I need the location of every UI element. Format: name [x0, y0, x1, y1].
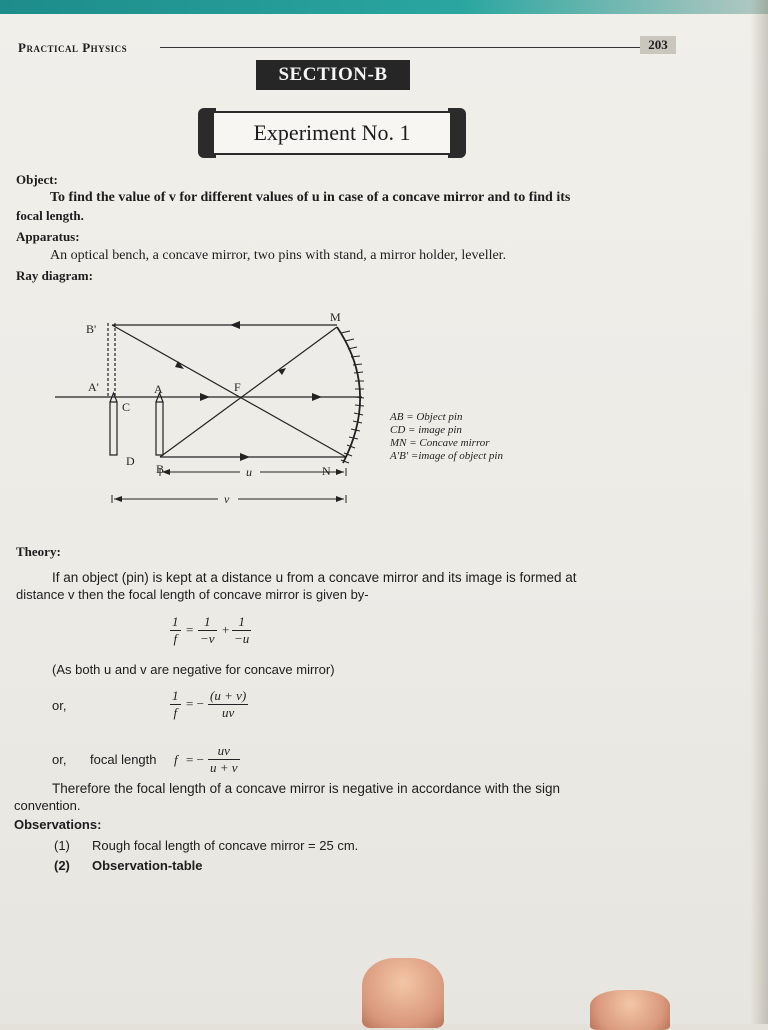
legend-image-of-object-pin: A'B' =image of object pin — [390, 450, 503, 462]
theory-text-line1: If an object (pin) is kept at a distance u from a concave mirror and its image is formed at — [52, 570, 577, 585]
label-c: C — [122, 400, 131, 414]
eq2-equals-minus: = − — [186, 696, 204, 711]
observation-2-number: (2) — [54, 858, 70, 873]
object-heading: Object: — [16, 172, 58, 187]
eq3-lhs: f — [174, 752, 178, 767]
eq3-prefix: focal length — [90, 752, 157, 767]
label-a: A — [154, 382, 163, 396]
observations-heading: Observations: — [14, 817, 102, 832]
label-v: v — [224, 492, 230, 506]
eq1-term1: $\frac{1}{-v}$ — [200, 614, 215, 646]
ray-arrowheads — [175, 321, 322, 461]
finger-left — [362, 958, 444, 1028]
object-text-line1: To find the value of v for different values of u in case of a concave mirror and to find its — [50, 190, 571, 205]
label-d: D — [126, 454, 135, 468]
running-header-title: Practical Physics — [18, 40, 128, 55]
header-rule — [160, 47, 640, 48]
eq2-rhs: $\frac{(u + v)}{uv}$ — [210, 688, 247, 720]
section-badge: SECTION-B — [256, 60, 410, 90]
or-label-2: or, — [52, 752, 67, 767]
finger-right — [590, 990, 670, 1030]
label-m: M — [330, 310, 341, 324]
observation-2-text: Observation-table — [92, 858, 203, 873]
top-background-strip — [0, 0, 768, 14]
eq2-lhs: $\frac{1}{f}$ — [172, 688, 179, 720]
eq1-lhs: $\frac{1}{f}$ — [172, 614, 179, 646]
eq3-equals-minus: = − — [186, 752, 204, 767]
eq1-term2: $\frac{1}{-u}$ — [234, 614, 250, 646]
legend-object-pin: AB = Object pin — [390, 411, 463, 423]
eq1-plus: + — [222, 622, 230, 637]
theory-text-line2: distance v then the focal length of concave mirror is given by- — [16, 587, 369, 602]
label-b-prime: B' — [86, 322, 97, 336]
eq1-equals: = — [186, 622, 194, 637]
theory-heading: Theory: — [16, 544, 61, 559]
object-pin-ab — [156, 402, 163, 455]
ray-diagram-heading: Ray diagram: — [16, 268, 93, 283]
eq3-rhs: $\frac{uv}{u + v}$ — [210, 743, 238, 775]
apparatus-text: An optical bench, a concave mirror, two pins with stand, a mirror holder, leveller. — [50, 248, 507, 263]
conclusion-line2: convention. — [14, 798, 81, 813]
label-a-prime: A' — [88, 380, 99, 394]
page-number: 203 — [640, 36, 676, 54]
theory-note: (As both u and v are negative for concave mirror) — [52, 662, 335, 677]
ray-n-to-b-prime — [112, 325, 346, 457]
label-n: N — [322, 464, 331, 478]
object-text-line2: focal length. — [16, 208, 84, 223]
image-pin-cd — [110, 402, 117, 455]
ray-diagram — [50, 305, 570, 515]
or-label-1: or, — [52, 698, 67, 713]
observation-1-text: Rough focal length of concave mirror = 25 cm. — [92, 838, 359, 853]
label-b: B — [156, 462, 165, 476]
apparatus-heading: Apparatus: — [16, 229, 80, 244]
experiment-title: Experiment No. 1 — [212, 111, 452, 155]
image-a-prime-b-prime — [108, 323, 115, 397]
page-edge-shadow — [750, 0, 768, 1024]
label-f: F — [234, 380, 241, 394]
label-u: u — [246, 465, 252, 479]
experiment-title-box — [198, 108, 466, 158]
legend-concave-mirror: MN = Concave mirror — [390, 437, 490, 449]
observation-1-number: (1) — [54, 838, 70, 853]
conclusion-line1: Therefore the focal length of a concave mirror is negative in accordance with the sign — [52, 781, 561, 796]
legend-image-pin: CD = image pin — [390, 424, 462, 436]
